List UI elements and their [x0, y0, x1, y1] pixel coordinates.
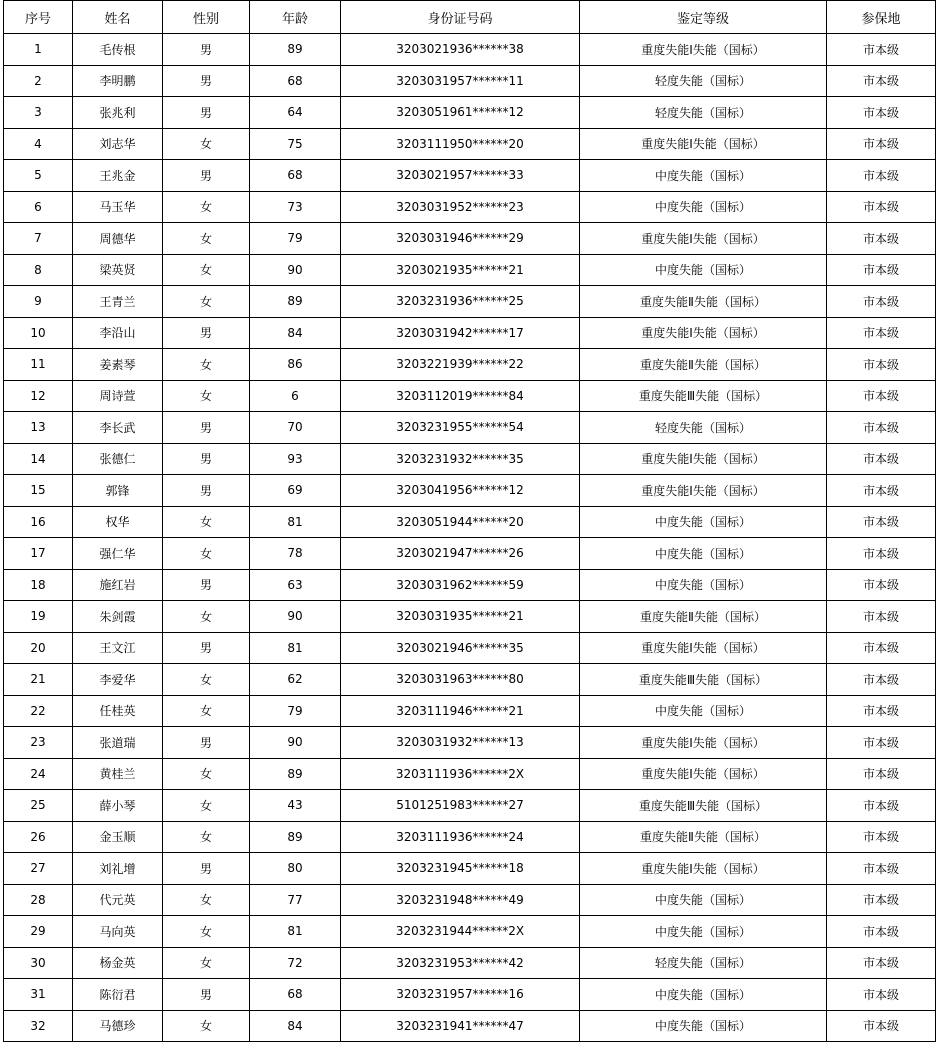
- gender-cell: 女: [163, 758, 250, 790]
- table-row: [4, 223, 936, 255]
- age-cell: 75: [250, 128, 341, 160]
- gender-cell: 男: [163, 317, 250, 349]
- name-cell: 刘礼增: [73, 853, 163, 885]
- seq-cell: 26: [4, 821, 73, 853]
- gender-cell: 女: [163, 664, 250, 696]
- table-row: [4, 443, 936, 475]
- table-row: [4, 380, 936, 412]
- seq-cell: 17: [4, 538, 73, 570]
- assessment-roster-table: [3, 0, 936, 1042]
- gender-cell: 女: [163, 286, 250, 318]
- table-row: [4, 632, 936, 664]
- id-number-cell: 3203031952******23: [341, 191, 580, 223]
- header-name: 姓名: [73, 1, 163, 34]
- grade-cell: 中度失能（国标）: [580, 884, 827, 916]
- id-number-cell: 3203021936******38: [341, 34, 580, 66]
- age-cell: 81: [250, 632, 341, 664]
- seq-cell: 28: [4, 884, 73, 916]
- seq-cell: 10: [4, 317, 73, 349]
- seq-cell: 3: [4, 97, 73, 129]
- region-cell: 市本级: [827, 979, 936, 1011]
- table-row: [4, 34, 936, 66]
- region-cell: 市本级: [827, 65, 936, 97]
- seq-cell: 1: [4, 34, 73, 66]
- grade-cell: 中度失能（国标）: [580, 979, 827, 1011]
- grade-cell: 重度失能Ⅱ失能（国标）: [580, 286, 827, 318]
- region-cell: 市本级: [827, 695, 936, 727]
- id-number-cell: 3203111936******24: [341, 821, 580, 853]
- table-row: [4, 727, 936, 759]
- name-cell: 李爱华: [73, 664, 163, 696]
- grade-cell: 中度失能（国标）: [580, 695, 827, 727]
- gender-cell: 女: [163, 790, 250, 822]
- region-cell: 市本级: [827, 947, 936, 979]
- table-row: [4, 254, 936, 286]
- seq-cell: 9: [4, 286, 73, 318]
- id-number-cell: 3203031957******11: [341, 65, 580, 97]
- grade-cell: 重度失能Ⅰ失能（国标）: [580, 853, 827, 885]
- age-cell: 68: [250, 160, 341, 192]
- gender-cell: 女: [163, 884, 250, 916]
- age-cell: 93: [250, 443, 341, 475]
- name-cell: 张道瑞: [73, 727, 163, 759]
- region-cell: 市本级: [827, 601, 936, 633]
- gender-cell: 男: [163, 443, 250, 475]
- gender-cell: 女: [163, 506, 250, 538]
- table-row: [4, 317, 936, 349]
- region-cell: 市本级: [827, 223, 936, 255]
- id-number-cell: 3203031962******59: [341, 569, 580, 601]
- name-cell: 金玉顺: [73, 821, 163, 853]
- gender-cell: 女: [163, 191, 250, 223]
- name-cell: 陈衍君: [73, 979, 163, 1011]
- age-cell: 81: [250, 916, 341, 948]
- name-cell: 马向英: [73, 916, 163, 948]
- gender-cell: 男: [163, 65, 250, 97]
- table-row: [4, 601, 936, 633]
- name-cell: 王兆金: [73, 160, 163, 192]
- gender-cell: 女: [163, 349, 250, 381]
- id-number-cell: 3203111936******2X: [341, 758, 580, 790]
- header-row: [4, 1, 936, 34]
- region-cell: 市本级: [827, 349, 936, 381]
- id-number-cell: 3203031946******29: [341, 223, 580, 255]
- table-row: [4, 349, 936, 381]
- grade-cell: 中度失能（国标）: [580, 916, 827, 948]
- gender-cell: 女: [163, 695, 250, 727]
- name-cell: 马玉华: [73, 191, 163, 223]
- seq-cell: 24: [4, 758, 73, 790]
- seq-cell: 21: [4, 664, 73, 696]
- table-row: [4, 695, 936, 727]
- grade-cell: 重度失能Ⅰ失能（国标）: [580, 475, 827, 507]
- header-age: 年龄: [250, 1, 341, 34]
- table-row: [4, 538, 936, 570]
- region-cell: 市本级: [827, 916, 936, 948]
- region-cell: 市本级: [827, 128, 936, 160]
- table-row: [4, 286, 936, 318]
- grade-cell: 重度失能Ⅲ失能（国标）: [580, 664, 827, 696]
- age-cell: 84: [250, 317, 341, 349]
- grade-cell: 重度失能Ⅱ失能（国标）: [580, 349, 827, 381]
- gender-cell: 男: [163, 979, 250, 1011]
- grade-cell: 中度失能（国标）: [580, 191, 827, 223]
- grade-cell: 中度失能（国标）: [580, 569, 827, 601]
- header-assessment-grade: 鉴定等级: [580, 1, 827, 34]
- age-cell: 89: [250, 34, 341, 66]
- seq-cell: 22: [4, 695, 73, 727]
- region-cell: 市本级: [827, 443, 936, 475]
- gender-cell: 女: [163, 380, 250, 412]
- age-cell: 84: [250, 1010, 341, 1042]
- id-number-cell: 3203021957******33: [341, 160, 580, 192]
- name-cell: 王青兰: [73, 286, 163, 318]
- region-cell: 市本级: [827, 632, 936, 664]
- grade-cell: 重度失能Ⅱ失能（国标）: [580, 821, 827, 853]
- seq-cell: 14: [4, 443, 73, 475]
- grade-cell: 轻度失能（国标）: [580, 65, 827, 97]
- age-cell: 6: [250, 380, 341, 412]
- seq-cell: 5: [4, 160, 73, 192]
- name-cell: 任桂英: [73, 695, 163, 727]
- gender-cell: 女: [163, 916, 250, 948]
- name-cell: 代元英: [73, 884, 163, 916]
- name-cell: 薛小琴: [73, 790, 163, 822]
- age-cell: 90: [250, 254, 341, 286]
- grade-cell: 重度失能Ⅰ失能（国标）: [580, 727, 827, 759]
- age-cell: 89: [250, 821, 341, 853]
- id-number-cell: 3203111950******20: [341, 128, 580, 160]
- age-cell: 73: [250, 191, 341, 223]
- gender-cell: 男: [163, 853, 250, 885]
- region-cell: 市本级: [827, 1010, 936, 1042]
- grade-cell: 重度失能Ⅲ失能（国标）: [580, 790, 827, 822]
- region-cell: 市本级: [827, 821, 936, 853]
- region-cell: 市本级: [827, 412, 936, 444]
- id-number-cell: 3203231957******16: [341, 979, 580, 1011]
- name-cell: 权华: [73, 506, 163, 538]
- table-row: [4, 790, 936, 822]
- name-cell: 朱剑霞: [73, 601, 163, 633]
- gender-cell: 男: [163, 412, 250, 444]
- grade-cell: 轻度失能（国标）: [580, 97, 827, 129]
- seq-cell: 30: [4, 947, 73, 979]
- seq-cell: 7: [4, 223, 73, 255]
- name-cell: 施红岩: [73, 569, 163, 601]
- id-number-cell: 3203111946******21: [341, 695, 580, 727]
- region-cell: 市本级: [827, 853, 936, 885]
- table-row: [4, 569, 936, 601]
- age-cell: 89: [250, 758, 341, 790]
- region-cell: 市本级: [827, 254, 936, 286]
- seq-cell: 13: [4, 412, 73, 444]
- table-row: [4, 758, 936, 790]
- gender-cell: 女: [163, 1010, 250, 1042]
- table-row: [4, 821, 936, 853]
- name-cell: 李长武: [73, 412, 163, 444]
- seq-cell: 18: [4, 569, 73, 601]
- table-row: [4, 128, 936, 160]
- grade-cell: 中度失能（国标）: [580, 1010, 827, 1042]
- seq-cell: 11: [4, 349, 73, 381]
- region-cell: 市本级: [827, 475, 936, 507]
- seq-cell: 19: [4, 601, 73, 633]
- id-number-cell: 3203231945******18: [341, 853, 580, 885]
- name-cell: 梁英贤: [73, 254, 163, 286]
- table-row: [4, 97, 936, 129]
- table-row: [4, 506, 936, 538]
- gender-cell: 女: [163, 254, 250, 286]
- table-row: [4, 65, 936, 97]
- seq-cell: 4: [4, 128, 73, 160]
- region-cell: 市本级: [827, 34, 936, 66]
- seq-cell: 23: [4, 727, 73, 759]
- grade-cell: 中度失能（国标）: [580, 160, 827, 192]
- id-number-cell: 3203031942******17: [341, 317, 580, 349]
- table-row: [4, 979, 936, 1011]
- seq-cell: 31: [4, 979, 73, 1011]
- name-cell: 李沿山: [73, 317, 163, 349]
- region-cell: 市本级: [827, 160, 936, 192]
- age-cell: 78: [250, 538, 341, 570]
- seq-cell: 29: [4, 916, 73, 948]
- table-row: [4, 475, 936, 507]
- grade-cell: 重度失能Ⅰ失能（国标）: [580, 223, 827, 255]
- region-cell: 市本级: [827, 286, 936, 318]
- id-number-cell: 3203021947******26: [341, 538, 580, 570]
- grade-cell: 中度失能（国标）: [580, 506, 827, 538]
- name-cell: 杨金英: [73, 947, 163, 979]
- table-row: [4, 947, 936, 979]
- id-number-cell: 3203231948******49: [341, 884, 580, 916]
- age-cell: 81: [250, 506, 341, 538]
- gender-cell: 女: [163, 947, 250, 979]
- gender-cell: 女: [163, 128, 250, 160]
- table-row: [4, 664, 936, 696]
- gender-cell: 男: [163, 569, 250, 601]
- name-cell: 郭锋: [73, 475, 163, 507]
- table-row: [4, 160, 936, 192]
- region-cell: 市本级: [827, 380, 936, 412]
- id-number-cell: 3203051961******12: [341, 97, 580, 129]
- id-number-cell: 3203231953******42: [341, 947, 580, 979]
- region-cell: 市本级: [827, 191, 936, 223]
- header-insured-region: 参保地: [827, 1, 936, 34]
- age-cell: 68: [250, 65, 341, 97]
- table-row: [4, 916, 936, 948]
- seq-cell: 15: [4, 475, 73, 507]
- region-cell: 市本级: [827, 790, 936, 822]
- header-gender: 性别: [163, 1, 250, 34]
- grade-cell: 重度失能Ⅲ失能（国标）: [580, 380, 827, 412]
- age-cell: 90: [250, 727, 341, 759]
- gender-cell: 男: [163, 34, 250, 66]
- gender-cell: 女: [163, 601, 250, 633]
- age-cell: 90: [250, 601, 341, 633]
- age-cell: 70: [250, 412, 341, 444]
- id-number-cell: 3203231936******25: [341, 286, 580, 318]
- age-cell: 69: [250, 475, 341, 507]
- age-cell: 86: [250, 349, 341, 381]
- age-cell: 62: [250, 664, 341, 696]
- age-cell: 79: [250, 223, 341, 255]
- id-number-cell: 3203021935******21: [341, 254, 580, 286]
- age-cell: 80: [250, 853, 341, 885]
- id-number-cell: 3203031963******80: [341, 664, 580, 696]
- region-cell: 市本级: [827, 538, 936, 570]
- seq-cell: 25: [4, 790, 73, 822]
- seq-cell: 8: [4, 254, 73, 286]
- name-cell: 周德华: [73, 223, 163, 255]
- gender-cell: 女: [163, 223, 250, 255]
- id-number-cell: 3203051944******20: [341, 506, 580, 538]
- table-row: [4, 884, 936, 916]
- id-number-cell: 3203231932******35: [341, 443, 580, 475]
- name-cell: 毛传根: [73, 34, 163, 66]
- id-number-cell: 3203231955******54: [341, 412, 580, 444]
- region-cell: 市本级: [827, 97, 936, 129]
- region-cell: 市本级: [827, 506, 936, 538]
- age-cell: 68: [250, 979, 341, 1011]
- gender-cell: 女: [163, 538, 250, 570]
- region-cell: 市本级: [827, 758, 936, 790]
- id-number-cell: 3203231944******2X: [341, 916, 580, 948]
- grade-cell: 重度失能Ⅰ失能（国标）: [580, 443, 827, 475]
- name-cell: 姜素琴: [73, 349, 163, 381]
- id-number-cell: 5101251983******27: [341, 790, 580, 822]
- seq-cell: 20: [4, 632, 73, 664]
- region-cell: 市本级: [827, 317, 936, 349]
- gender-cell: 男: [163, 475, 250, 507]
- age-cell: 89: [250, 286, 341, 318]
- name-cell: 周诗萱: [73, 380, 163, 412]
- age-cell: 63: [250, 569, 341, 601]
- gender-cell: 男: [163, 160, 250, 192]
- region-cell: 市本级: [827, 664, 936, 696]
- name-cell: 强仁华: [73, 538, 163, 570]
- table-row: [4, 1010, 936, 1042]
- table-row: [4, 412, 936, 444]
- id-number-cell: 3203231941******47: [341, 1010, 580, 1042]
- name-cell: 马德珍: [73, 1010, 163, 1042]
- gender-cell: 男: [163, 97, 250, 129]
- id-number-cell: 3203021946******35: [341, 632, 580, 664]
- grade-cell: 中度失能（国标）: [580, 538, 827, 570]
- header-id-number: 身份证号码: [341, 1, 580, 34]
- gender-cell: 男: [163, 727, 250, 759]
- grade-cell: 中度失能（国标）: [580, 254, 827, 286]
- table-row: [4, 191, 936, 223]
- name-cell: 张德仁: [73, 443, 163, 475]
- grade-cell: 重度失能Ⅰ失能（国标）: [580, 34, 827, 66]
- seq-cell: 32: [4, 1010, 73, 1042]
- name-cell: 王文江: [73, 632, 163, 664]
- gender-cell: 女: [163, 821, 250, 853]
- region-cell: 市本级: [827, 884, 936, 916]
- seq-cell: 12: [4, 380, 73, 412]
- name-cell: 李明鹏: [73, 65, 163, 97]
- id-number-cell: 3203031932******13: [341, 727, 580, 759]
- age-cell: 64: [250, 97, 341, 129]
- seq-cell: 6: [4, 191, 73, 223]
- seq-cell: 16: [4, 506, 73, 538]
- id-number-cell: 3203112019******84: [341, 380, 580, 412]
- grade-cell: 重度失能Ⅱ失能（国标）: [580, 601, 827, 633]
- region-cell: 市本级: [827, 569, 936, 601]
- grade-cell: 重度失能Ⅰ失能（国标）: [580, 128, 827, 160]
- grade-cell: 重度失能Ⅰ失能（国标）: [580, 632, 827, 664]
- header-seq: 序号: [4, 1, 73, 34]
- id-number-cell: 3203031935******21: [341, 601, 580, 633]
- grade-cell: 轻度失能（国标）: [580, 947, 827, 979]
- age-cell: 77: [250, 884, 341, 916]
- gender-cell: 男: [163, 632, 250, 664]
- table-row: [4, 853, 936, 885]
- name-cell: 刘志华: [73, 128, 163, 160]
- seq-cell: 2: [4, 65, 73, 97]
- age-cell: 79: [250, 695, 341, 727]
- id-number-cell: 3203041956******12: [341, 475, 580, 507]
- grade-cell: 重度失能Ⅰ失能（国标）: [580, 758, 827, 790]
- name-cell: 张兆利: [73, 97, 163, 129]
- seq-cell: 27: [4, 853, 73, 885]
- table-body: [4, 34, 936, 1042]
- name-cell: 黄桂兰: [73, 758, 163, 790]
- id-number-cell: 3203221939******22: [341, 349, 580, 381]
- grade-cell: 重度失能Ⅰ失能（国标）: [580, 317, 827, 349]
- region-cell: 市本级: [827, 727, 936, 759]
- age-cell: 72: [250, 947, 341, 979]
- age-cell: 43: [250, 790, 341, 822]
- grade-cell: 轻度失能（国标）: [580, 412, 827, 444]
